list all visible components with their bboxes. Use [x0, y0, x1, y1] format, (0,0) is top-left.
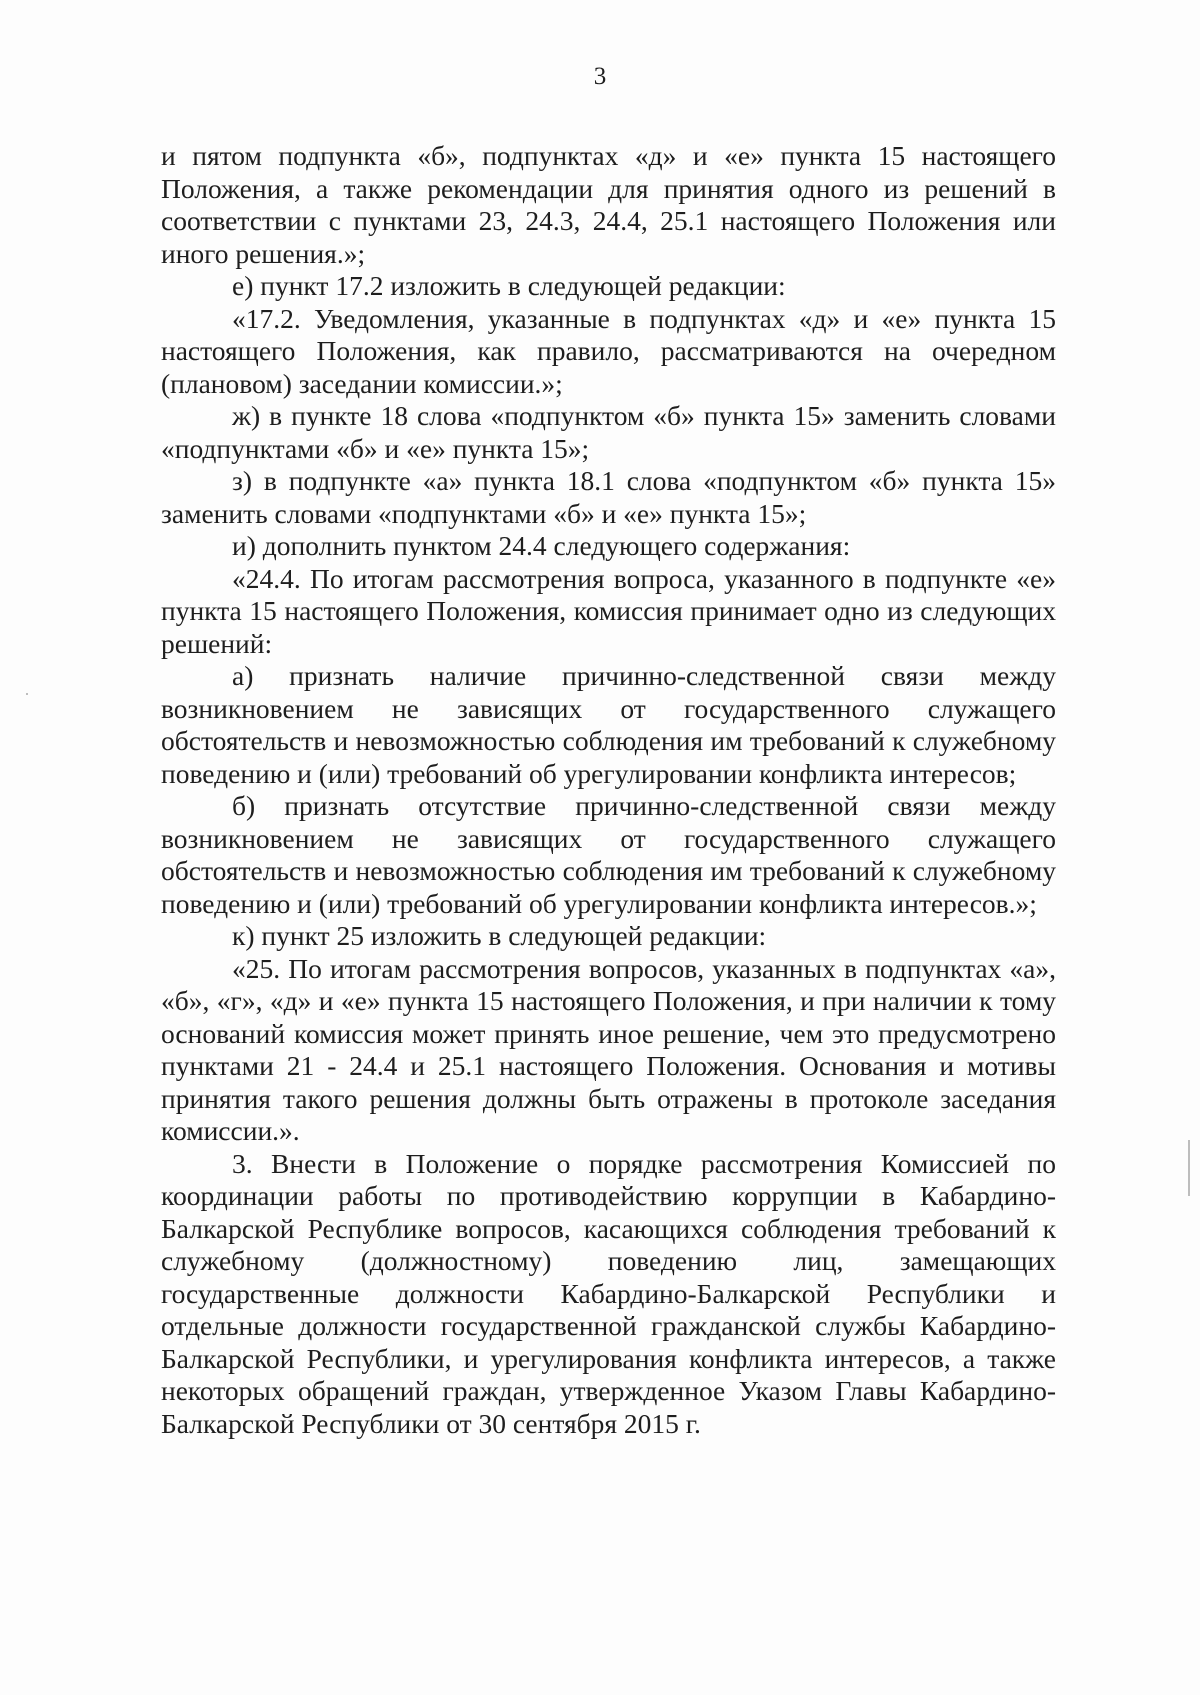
document-body	[161, 140, 1056, 1440]
paragraph-item-3: 3. Внести в Положение о порядке рассмотрения Комиссией по координации работы по противодействию коррупции в Кабардино-Балкарской Республике вопросов, касающихся соблюдения требований к служебному (должностному) поведению лиц, замещающих государственные должности Кабардино-Балкарской Республики и отдельные должности государственной гражданской службы Кабардино-Балкарской Республики, и урегулирования конфликта интересов, а также некоторых обращений граждан, утвержденное Указом Главы Кабардино-Балкарской Республики от 30 сентября 2015 г.	[161, 1147, 1056, 1439]
paragraph-quote-24-4: «24.4. По итогам рассмотрения вопроса, указанного в подпункте «е» пункта 15 настоящего Положения, комиссия принимает одно из следующих решений:	[161, 562, 1056, 659]
scan-margin-mark	[1188, 1140, 1190, 1196]
paragraph-item-k: к) пункт 25 изложить в следующей редакции:	[232, 920, 767, 951]
paragraph-item-zh: ж) в пункте 18 слова «подпунктом «б» пункта 15» заменить словами «подпунктами «б» и «е» пункта 15»;	[161, 400, 1056, 464]
paragraph-subitem-b: б) признать отсутствие причинно-следственной связи между возникновением не зависящих от государственного служащего обстоятельств и невозможностью соблюдения им требований к служебному поведению и (или) требований об урегулировании конфликта интересов.»;	[161, 790, 1056, 919]
paragraph-subitem-a: а) признать наличие причинно-следственной связи между возникновением не зависящих от государственного служащего обстоятельств и невозможностью соблюдения им требований к служебному поведению и (или) требований об урегулировании конфликта интересов;	[161, 660, 1056, 789]
paragraph-item-e: е) пункт 17.2 изложить в следующей редакции:	[232, 270, 786, 301]
paragraph-item-i: и) дополнить пунктом 24.4 следующего содержания:	[232, 530, 851, 561]
paragraph-quote-17-2: «17.2. Уведомления, указанные в подпунктах «д» и «е» пункта 15 настоящего Положения, как правило, рассматриваются на очередном (плановом) заседании комиссии.»;	[161, 302, 1056, 399]
scan-speck	[26, 693, 28, 695]
paragraph-quote-25: «25. По итогам рассмотрения вопросов, указанных в подпунктах «а», «б», «г», «д» и «е» пункта 15 настоящего Положения, и при наличии к тому оснований комиссия может принять иное решение, чем это предусмотрено пунктами 21 - 24.4 и 25.1 настоящего Положения. Основания и мотивы принятия такого решения должны быть отражены в протоколе заседания комиссии.».	[161, 952, 1056, 1146]
paragraph-continuation: и пятом подпункта «б», подпунктах «д» и «е» пункта 15 настоящего Положения, а также рекомендации для принятия одного из решений в соответствии с пунктами 23, 24.3, 24.4, 25.1 настоящего Положения или иного решения.»;	[161, 140, 1056, 269]
page-number: 3	[593, 63, 607, 90]
paragraph-item-z: з) в подпункте «а» пункта 18.1 слова «подпунктом «б» пункта 15» заменить словами «подпунктами «б» и «е» пункта 15»;	[161, 465, 1056, 529]
